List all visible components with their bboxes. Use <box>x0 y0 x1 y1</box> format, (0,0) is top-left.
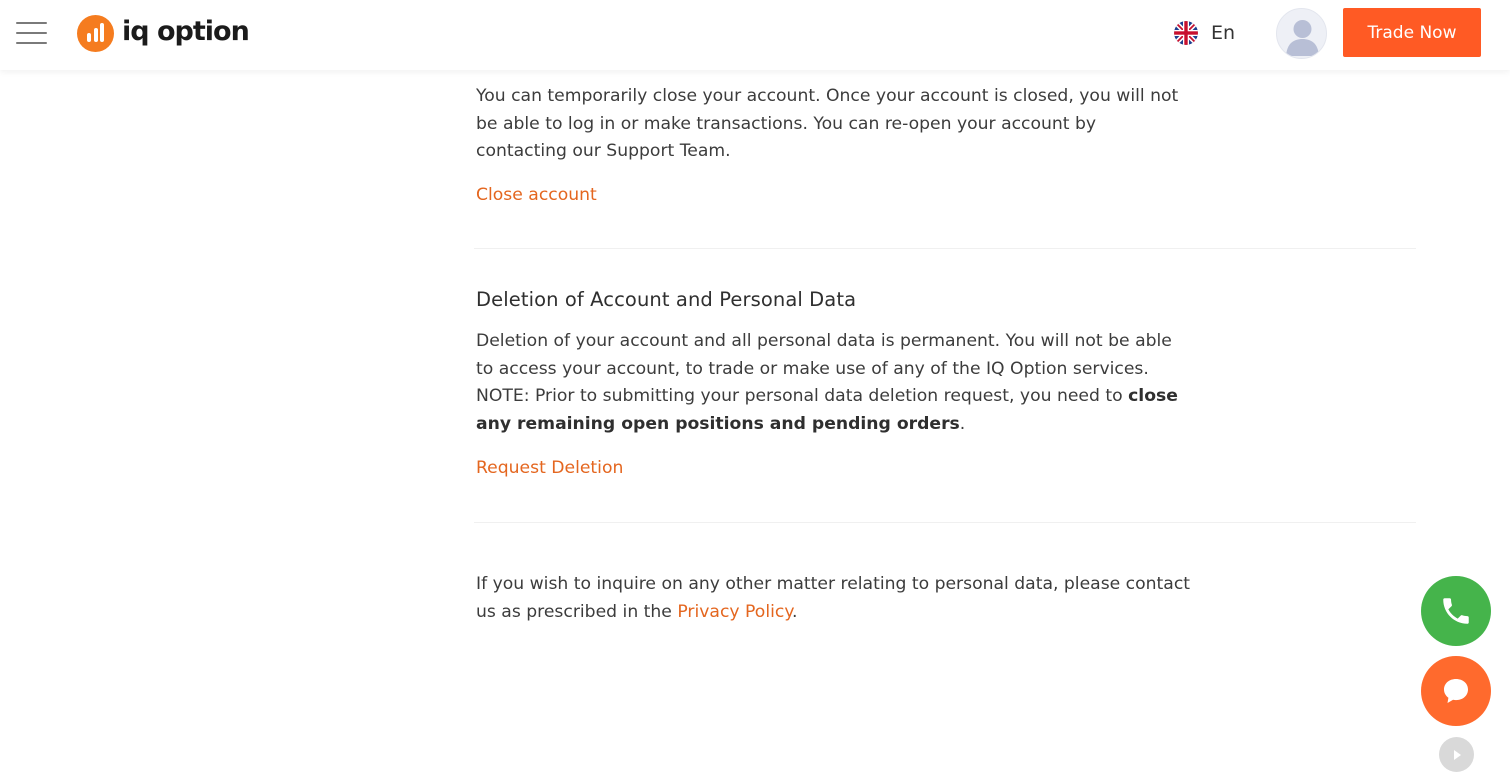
text-line: You can temporarily close your account. Once your account is closed, you will not <box>476 86 1179 106</box>
menu-line <box>16 42 47 44</box>
toggle-widgets-button[interactable] <box>1439 737 1474 772</box>
deletion-section-title: Deletion of Account and Personal Data <box>476 288 857 311</box>
close-account-description <box>476 83 1178 166</box>
text-line: contacting our Support Team. <box>476 141 731 162</box>
bold-text: close <box>1128 386 1178 407</box>
logo-mark-icon <box>77 15 114 52</box>
user-avatar-icon[interactable] <box>1276 8 1327 59</box>
trade-now-button[interactable]: Trade Now <box>1343 8 1481 57</box>
uk-flag-icon <box>1174 21 1198 45</box>
call-button[interactable] <box>1421 576 1491 646</box>
text-line: Deletion of your account and all personal data is permanent. You will not be able <box>476 331 1172 351</box>
play-arrow-icon <box>1450 748 1464 762</box>
text-line: If you wish to inquire on any other matter relating to personal data, please contact <box>476 574 1191 594</box>
text-end: . <box>792 601 798 622</box>
language-selector[interactable] <box>1174 20 1235 46</box>
request-deletion-link[interactable]: Request Deletion <box>476 458 624 478</box>
chat-button[interactable] <box>1421 656 1491 726</box>
language-label: En <box>1211 22 1236 44</box>
iq-option-logo[interactable] <box>77 14 249 52</box>
privacy-policy-link[interactable]: Privacy Policy <box>677 601 793 622</box>
text-line: NOTE: Prior to submitting your personal data deletion request, you need to <box>476 386 1123 407</box>
deletion-description <box>476 328 1178 438</box>
text-line: to access your account, to trade or make use of any of the IQ Option services. <box>476 358 1149 379</box>
section-divider <box>474 248 1416 249</box>
text-line: be able to log in or make transactions. You can re-open your account by <box>476 113 1097 134</box>
menu-line <box>16 32 47 34</box>
bold-text: any remaining open positions and pending orders <box>476 413 960 434</box>
text-end: . <box>959 413 966 434</box>
hamburger-menu-icon[interactable] <box>16 20 48 46</box>
logo-text: iq option <box>122 15 249 47</box>
avatar-silhouette-icon <box>1277 9 1327 59</box>
chat-bubble-icon <box>1441 676 1471 706</box>
section-divider <box>474 522 1416 523</box>
phone-icon <box>1439 594 1473 628</box>
top-header <box>0 0 1510 70</box>
close-account-link[interactable]: Close account <box>476 185 597 205</box>
menu-line <box>16 22 47 24</box>
text-line: us as prescribed in the <box>476 601 672 622</box>
contact-description <box>476 571 1190 626</box>
